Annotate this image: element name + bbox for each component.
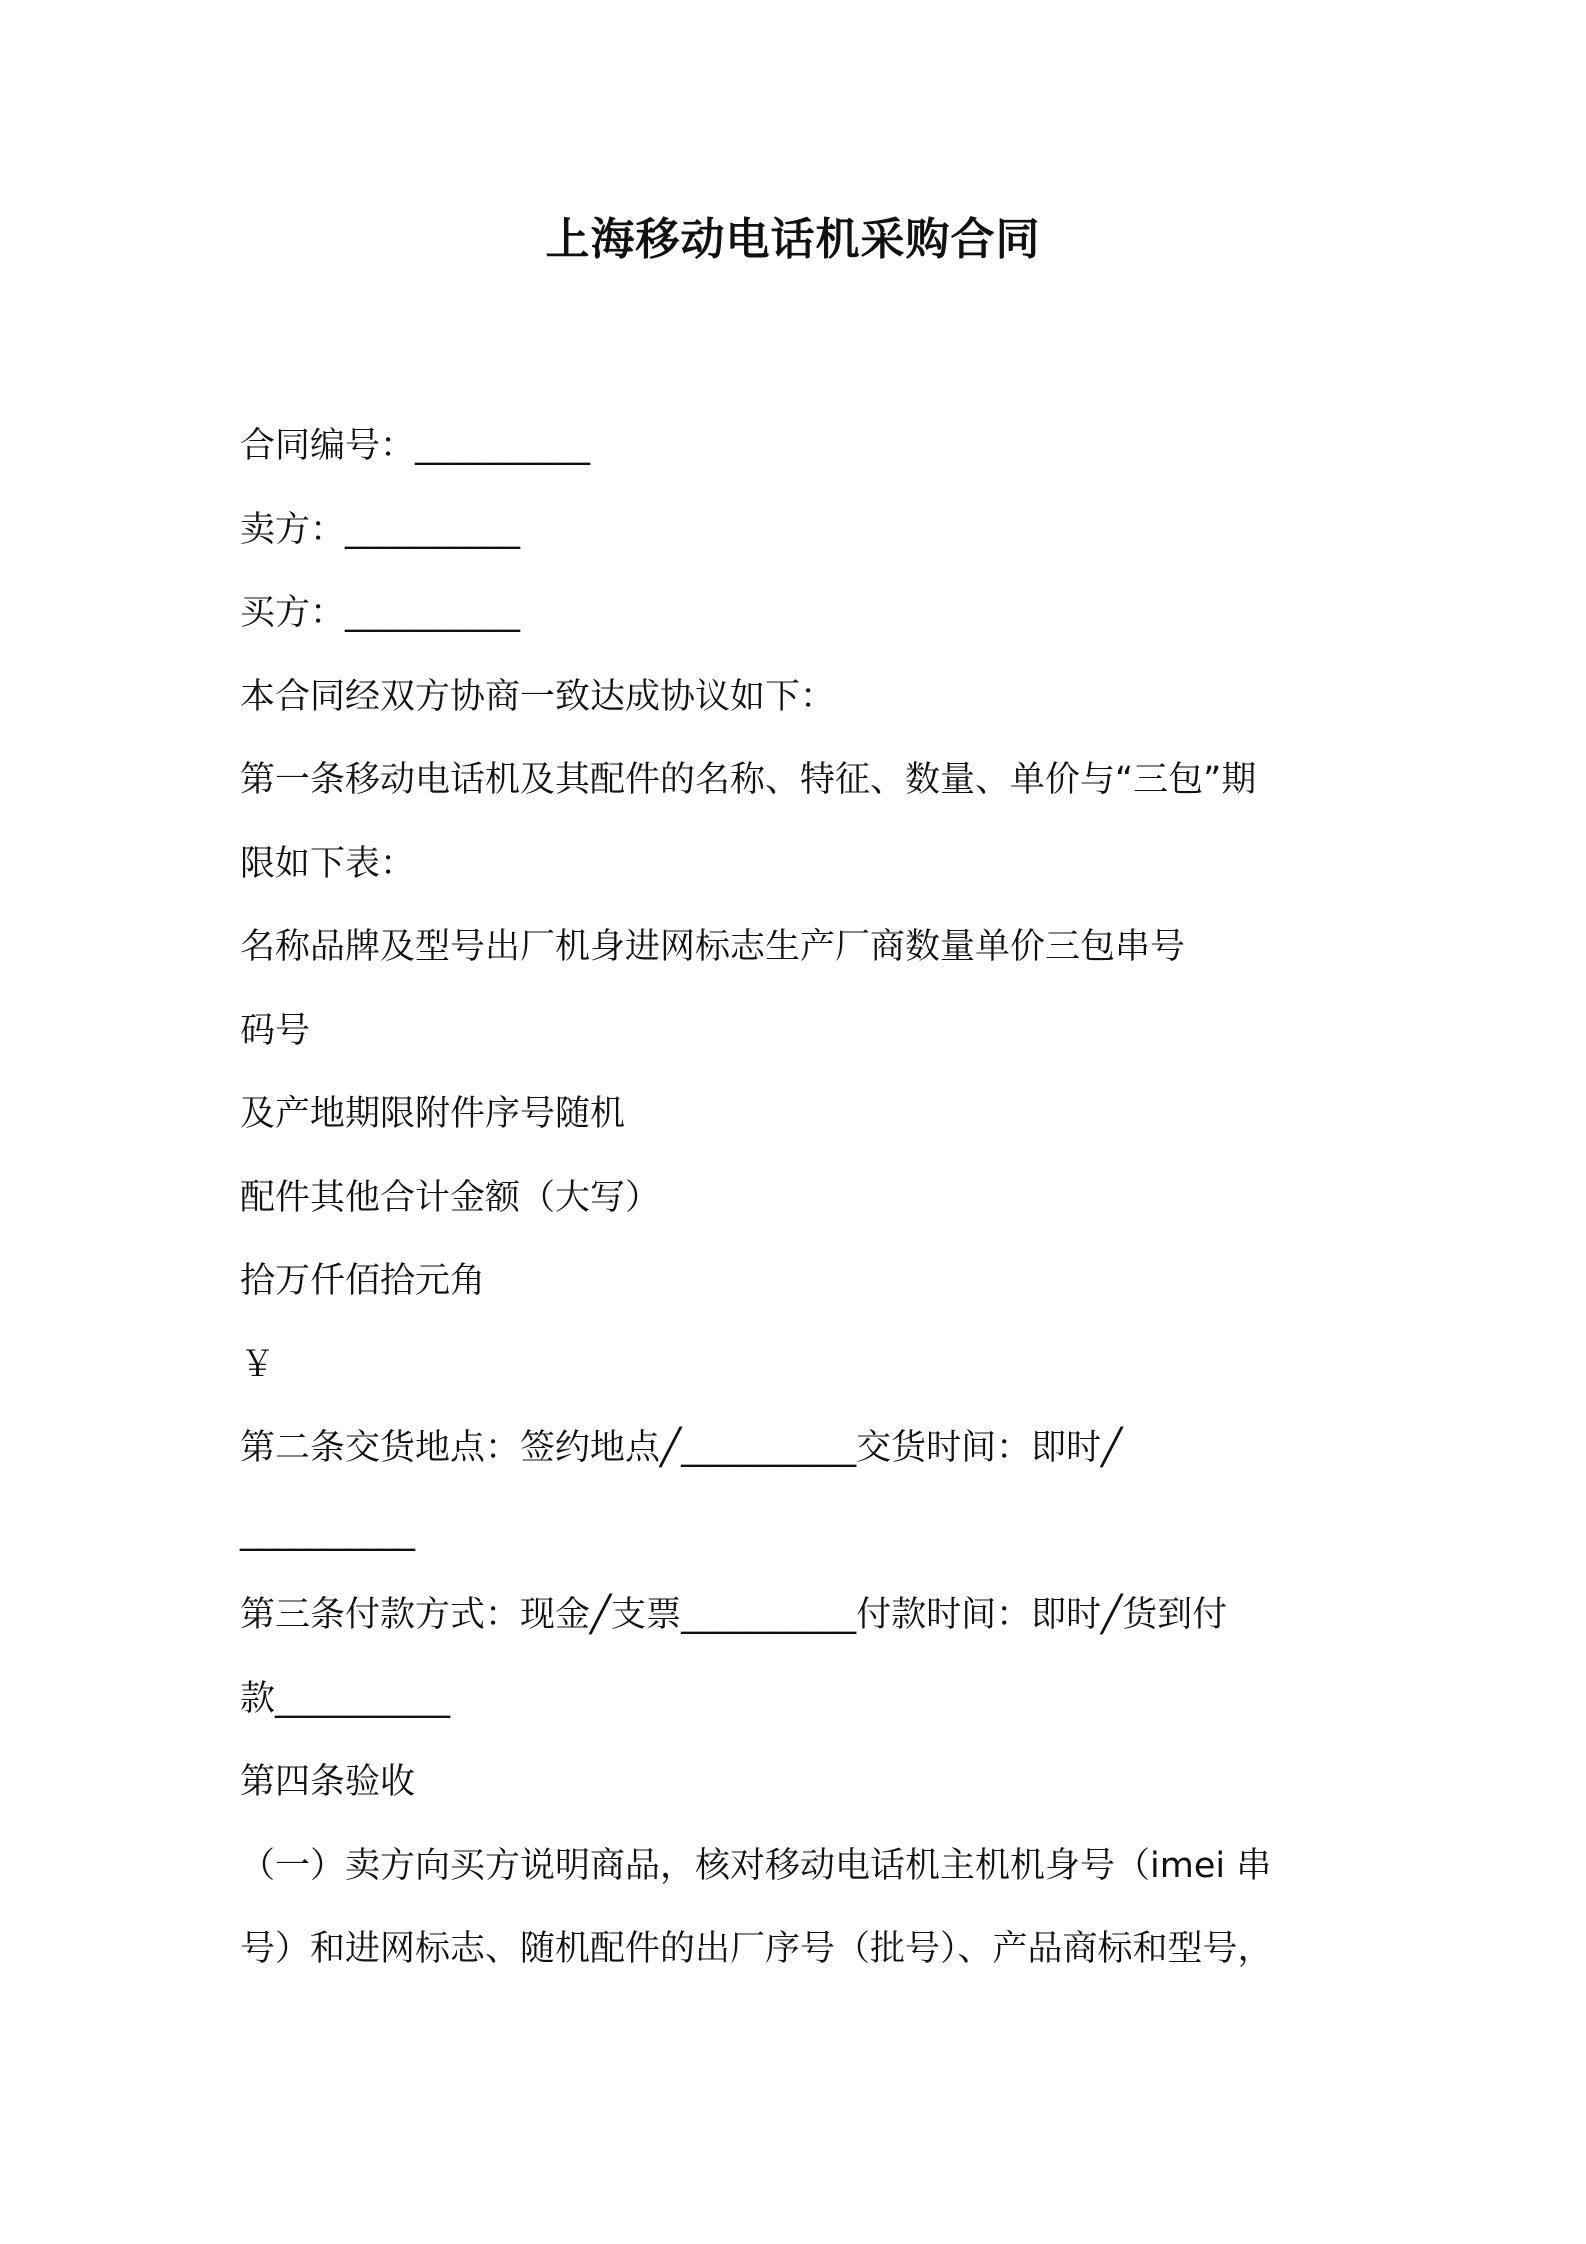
table-header-line-2: 码号 bbox=[240, 1010, 311, 1051]
seller-line: 卖方：__________ bbox=[240, 509, 521, 550]
article-1-line-2: 限如下表： bbox=[240, 843, 416, 884]
article-4-heading: 第四条验收 bbox=[240, 1762, 416, 1802]
article-1-line-1: 第一条移动电话机及其配件的名称、特征、数量、单价与“三包”期 bbox=[240, 760, 1257, 800]
article-2-line-2: __________ bbox=[240, 1511, 415, 1552]
article-2-line-1: 第二条交货地点：签约地点╱__________交货时间：即时╱ bbox=[240, 1428, 1123, 1468]
contract-number-line: 合同编号：__________ bbox=[240, 426, 591, 466]
amount-units-line: 拾万仟佰拾元角 bbox=[240, 1261, 486, 1301]
article-4-item-1-line-1: （一）卖方向买方说明商品，核对移动电话机主机机身号（imei 串 bbox=[240, 1845, 1272, 1886]
agreement-intro-line: 本合同经双方协商一致达成协议如下： bbox=[240, 676, 836, 717]
article-3-line-1: 第三条付款方式：现金╱支票__________付款时间：即时╱货到付 bbox=[240, 1595, 1228, 1635]
document-title: 上海移动电话机采购合同 bbox=[545, 214, 1041, 265]
table-header-line-4: 配件其他合计金额（大写） bbox=[240, 1177, 661, 1218]
buyer-line: 买方：__________ bbox=[240, 593, 521, 633]
currency-symbol-line: ￥ bbox=[240, 1344, 276, 1385]
document-body bbox=[240, 405, 1360, 1992]
table-header-line-3: 及产地期限附件序号随机 bbox=[240, 1094, 626, 1134]
article-3-line-2: 款__________ bbox=[240, 1678, 451, 1719]
table-header-line-1: 名称品牌及型号出厂机身进网标志生产厂商数量单价三包串号 bbox=[240, 927, 1186, 967]
article-4-item-1-line-2: 号）和进网标志、随机配件的出厂序号（批号）、产品商标和型号， bbox=[240, 1929, 1273, 1969]
